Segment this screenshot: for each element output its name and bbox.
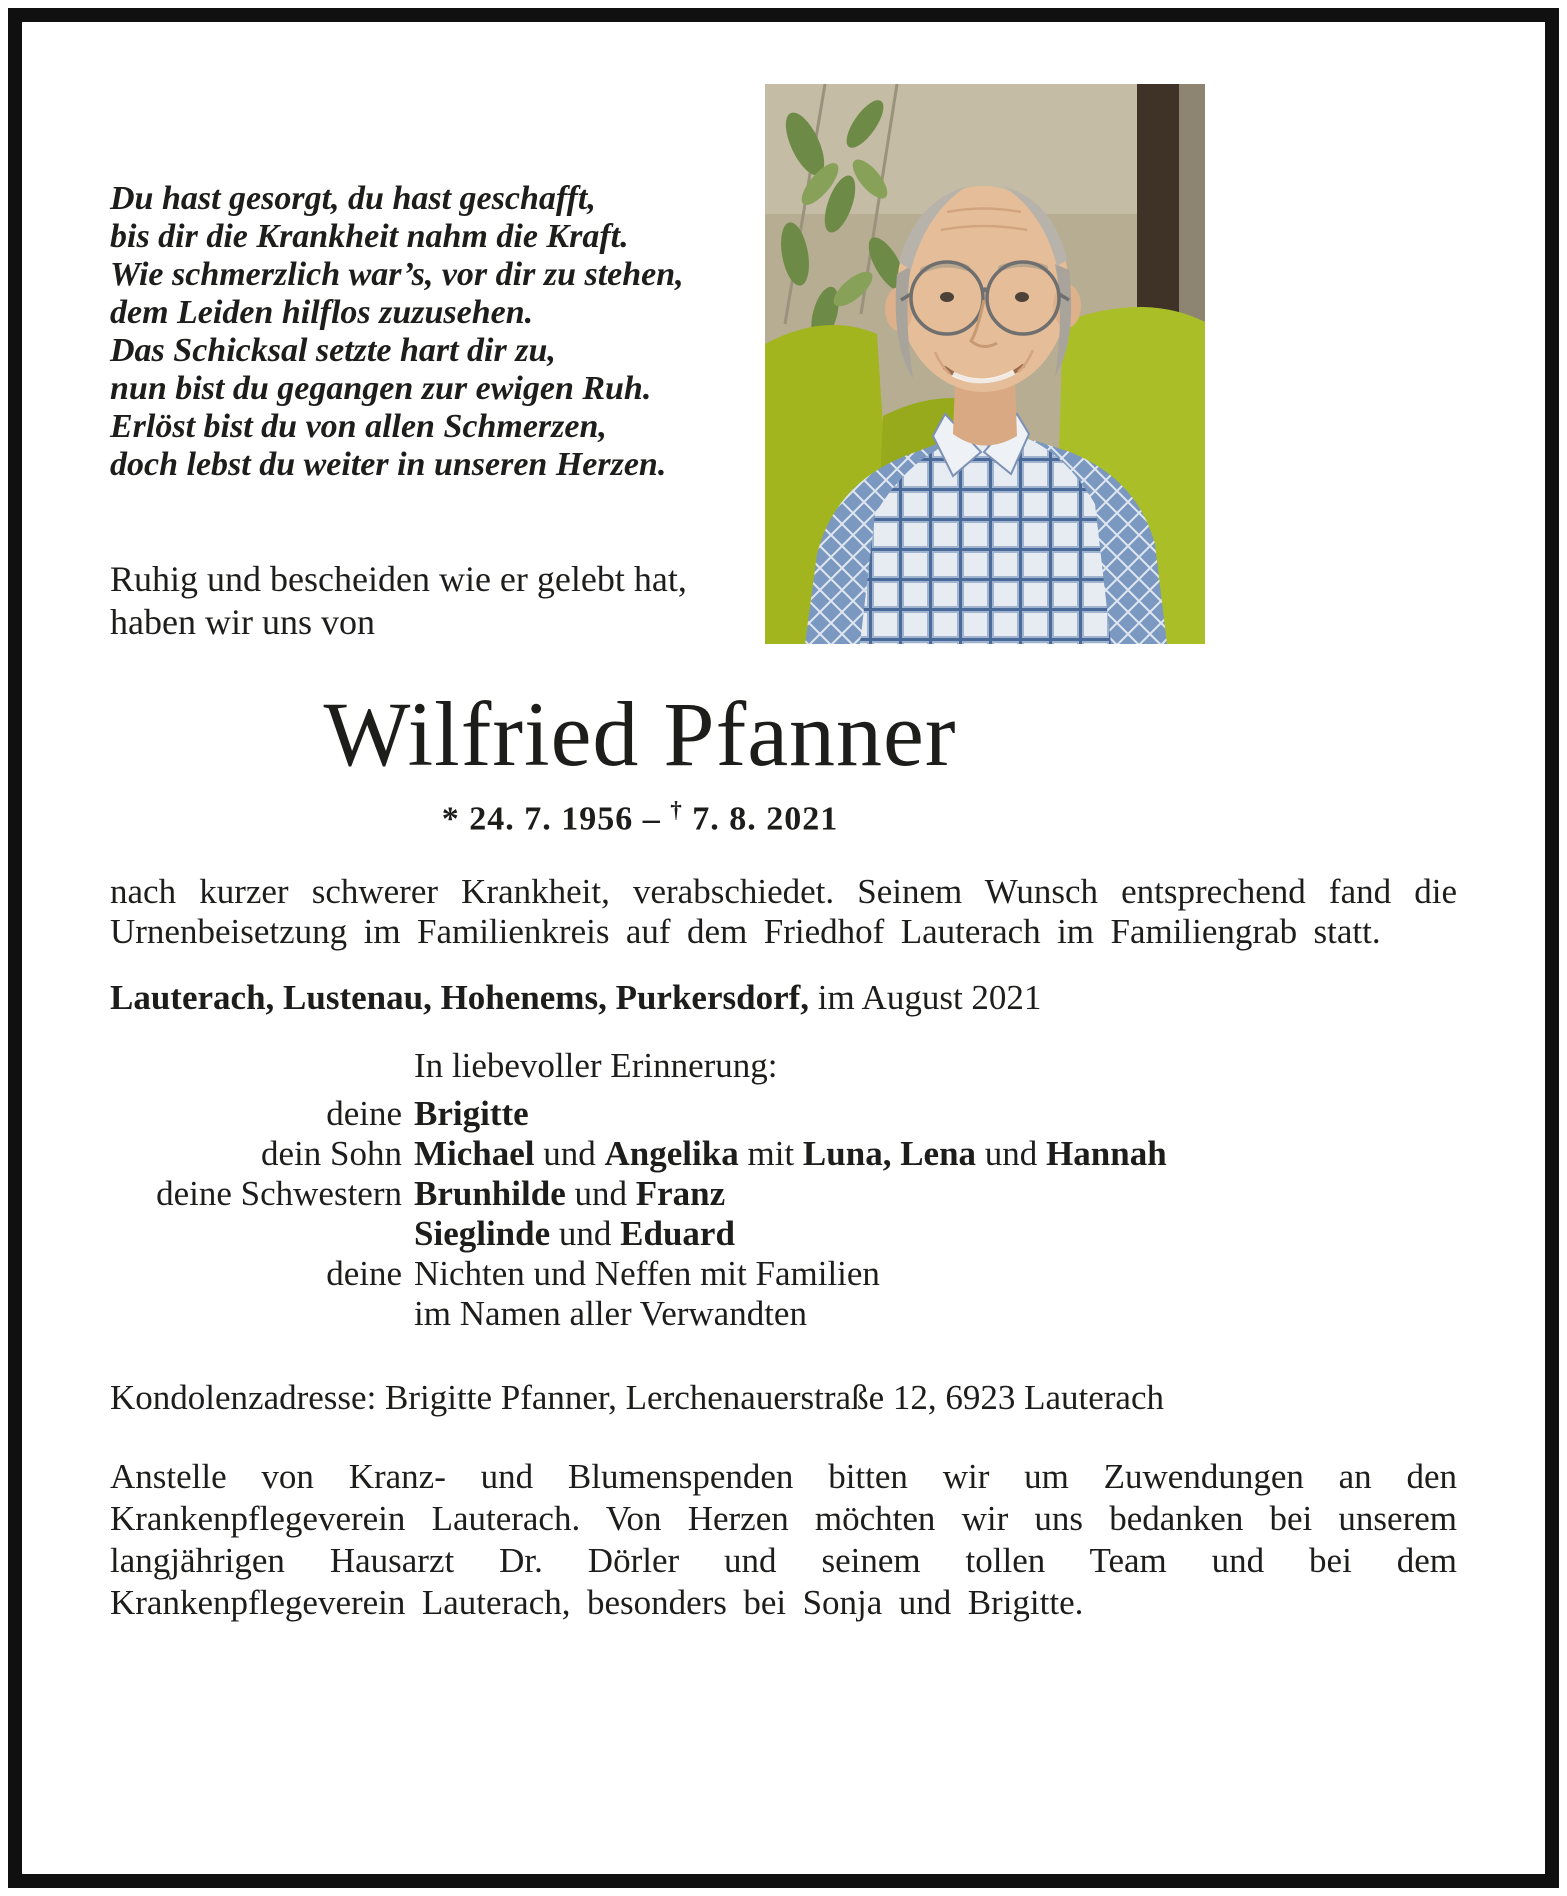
portrait-photo [765, 84, 1205, 644]
closing-paragraph: Anstelle von Kranz- und Blumenspenden bitten wir um Zuwendungen an den Krankenpflegeverein Lauterach. Von Herzen möchten wir uns bedanken bei unserem langjährigen Hausarzt Dr. Dörler und seinem tollen Team und bei dem Krankenpflegeverein Lauterach, besonders bei Sonja und Brigitte. [110, 1456, 1457, 1622]
memorial-row-label [110, 1294, 402, 1334]
mourner-name: Angelika [604, 1133, 739, 1173]
poem-line: Erlöst bist du von allen Schmerzen, [110, 408, 607, 445]
poem-line: bis dir die Krankheit nahm die Kraft. [110, 218, 629, 255]
death-date: 7. 8. 2021 [692, 799, 839, 837]
death-cross-symbol: † [670, 796, 683, 823]
birth-date: * 24. 7. 1956 – [441, 799, 661, 837]
poem-line: dem Leiden hilflos zuzusehen. [110, 294, 534, 331]
memorial-row [110, 1254, 1457, 1294]
connector-text: im Namen aller Verwandten [414, 1293, 807, 1333]
memorial-row-names [414, 1254, 880, 1294]
connector-text: und [534, 1133, 605, 1173]
obituary-content [22, 22, 1545, 1624]
memorial-row-names [414, 1094, 529, 1134]
left-column [110, 22, 755, 644]
poem-line: Das Schicksal setzte hart dir zu, [110, 332, 556, 369]
mourner-name: Sieglinde [414, 1213, 551, 1253]
memorial-rows [110, 1094, 1457, 1334]
intro-line: haben wir uns von [110, 602, 375, 642]
portrait-illustration [765, 84, 1205, 644]
memorial-row-label: deine Schwestern [156, 1173, 402, 1213]
memorial-poem [110, 180, 755, 484]
connector-text: Nichten und Neffen mit Familien [414, 1253, 880, 1293]
deceased-name: Wilfried Pfanner [323, 683, 957, 785]
poem-line: nun bist du gegangen zur ewigen Ruh. [110, 370, 652, 407]
mourner-name: Brigitte [414, 1093, 529, 1133]
condolence-address: Kondolenzadresse: Brigitte Pfanner, Lerchenauerstraße 12, 6923 Lauterach [110, 1377, 1164, 1417]
mourner-name: Eduard [620, 1213, 735, 1253]
memorial-row-label: dein Sohn [261, 1133, 402, 1173]
poem-line: Wie schmerzlich war’s, vor dir zu stehen, [110, 256, 684, 293]
life-dates [110, 797, 1170, 838]
memorial-row-names [414, 1294, 807, 1334]
connector-text: und [976, 1133, 1047, 1173]
memorial-row-names [414, 1214, 735, 1254]
connector-text: mit [738, 1133, 803, 1173]
mourner-name: Michael [414, 1133, 535, 1173]
intro-line: Ruhig und bescheiden wie er gelebt hat, [110, 559, 687, 599]
memorial-row [110, 1294, 1457, 1334]
places-date: im August 2021 [809, 977, 1042, 1017]
connector-text: und [565, 1173, 636, 1213]
memorial-row-label: deine [326, 1093, 402, 1133]
memorial-row-label: deine [326, 1253, 402, 1293]
memorial-row-names [414, 1134, 1167, 1174]
top-row [110, 22, 1457, 644]
memorial-row [110, 1134, 1457, 1174]
memorial-row-names [414, 1174, 725, 1214]
places-bold: Lauterach, Lustenau, Hohenems, Purkersdorf, [110, 977, 810, 1017]
places-line [110, 978, 1457, 1018]
poem-line: doch lebst du weiter in unseren Herzen. [110, 446, 667, 483]
connector-text: und [550, 1213, 621, 1253]
memorial-row [110, 1214, 1457, 1254]
mourner-name: Luna, Lena [802, 1133, 977, 1173]
announcement-paragraph: nach kurzer schwerer Krankheit, verabschiedet. Seinem Wunsch entsprechend fand die Urnenbeisetzung im Familienkreis auf dem Friedhof Lauterach im Familiengrab statt. [110, 871, 1457, 951]
mourner-name: Hannah [1046, 1133, 1167, 1173]
obituary-frame [8, 8, 1559, 1888]
memorial-heading: In liebevoller Erinnerung: [414, 1045, 778, 1085]
poem-line: Du hast gesorgt, du hast geschafft, [110, 180, 596, 217]
memorial-row [110, 1174, 1457, 1214]
announcement-intro [110, 558, 755, 644]
memorial-row [110, 1094, 1457, 1134]
mourner-name: Brunhilde [414, 1173, 566, 1213]
mourner-name: Franz [635, 1173, 726, 1213]
memorial-row-label [110, 1214, 402, 1254]
memorial-block [110, 1046, 1457, 1334]
name-block [110, 683, 1170, 838]
